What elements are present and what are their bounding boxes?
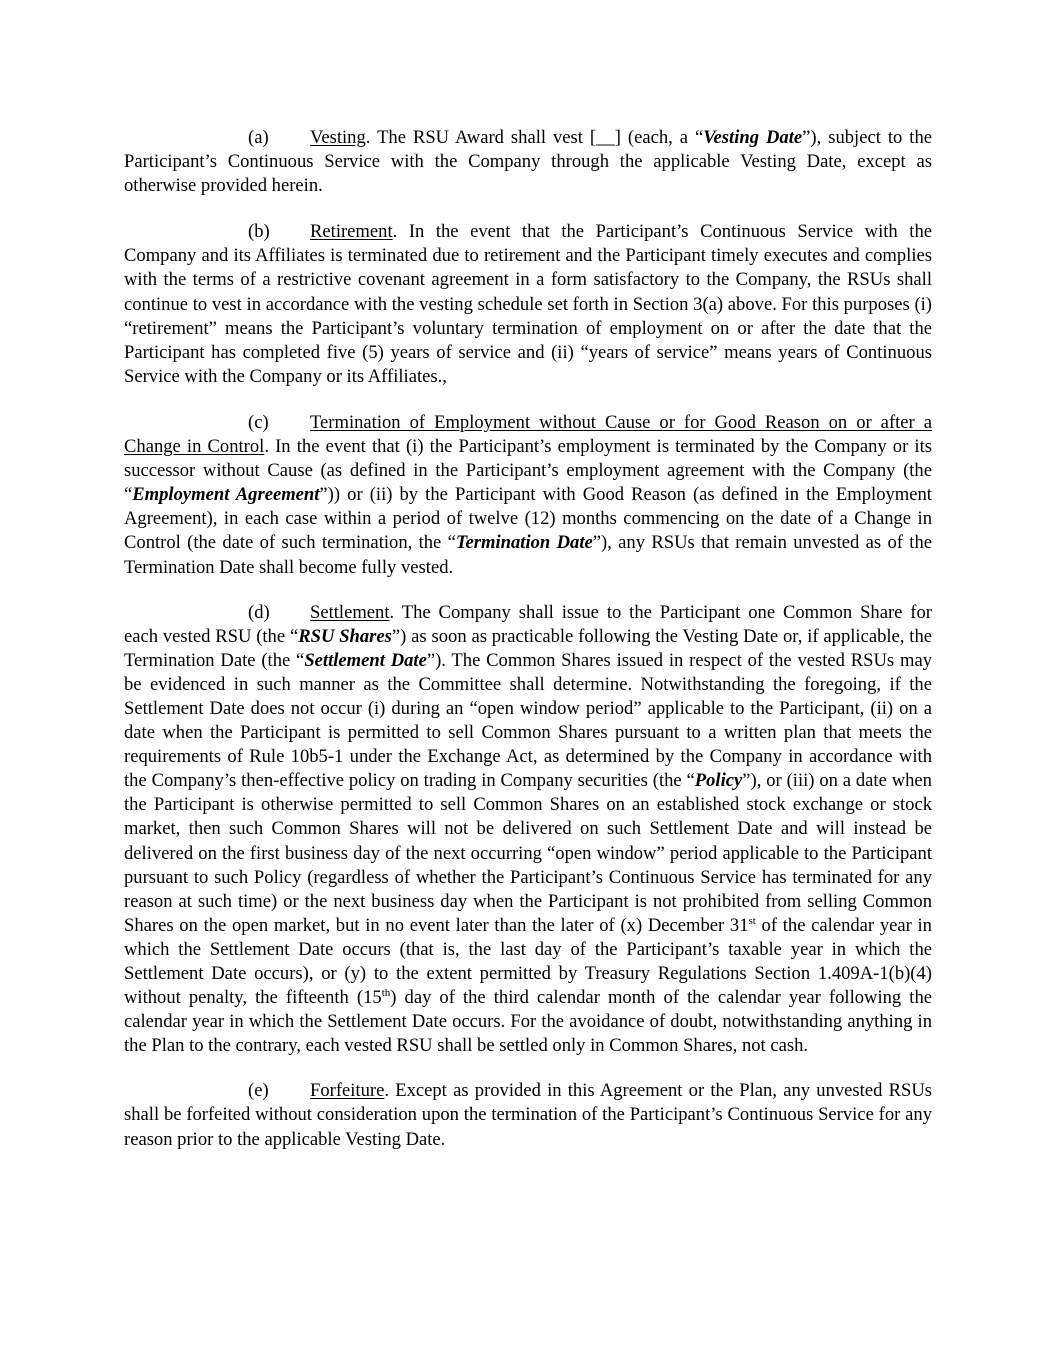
paragraph-vesting (124, 126, 932, 198)
paragraph-text: . The RSU Award shall vest [__] (each, a “ (365, 127, 704, 148)
paragraph-text: of the calendar year in which the Settlement Date occurs (that is, the last day of the Participant’s taxable year in which the Settlement Date occurs), or (y) to the extent permitted by Treasury Regulations Section 1.409A-1(b)(4) without penalty, the fifteenth (15 (124, 914, 932, 1009)
paragraph-retirement (124, 220, 932, 389)
section-heading-termination: Termination of Employment without Cause or for Good Reason on or after a Change in Control (124, 411, 932, 458)
superscript-ordinal: th (381, 987, 391, 1000)
paragraph-text: . Except as provided in this Agreement or the Plan, any unvested RSUs shall be forfeited without consideration upon the termination of the Participant’s Continuous Service for any reason prior to the applicable Vesting Date. (124, 1080, 932, 1150)
paragraph-label: (a) (248, 127, 269, 148)
defined-term-policy: Policy (694, 770, 743, 792)
paragraph-text: ”), subject to the Participant’s Continuous Service with the Company through the applicable Vesting Date, except as otherwise provided herein. (124, 127, 932, 197)
paragraph-forfeiture (124, 1079, 932, 1151)
superscript-ordinal: st (748, 914, 756, 927)
section-heading-settlement: Settlement (310, 601, 390, 623)
paragraph-text: . The Company shall issue to the Participant one Common Share for each vested RSU (the “ (124, 601, 932, 647)
paragraph-text: ”), any RSUs that remain unvested as of the Termination Date shall become fully vested. (124, 532, 933, 578)
document-page (124, 126, 932, 1173)
section-heading-vesting: Vesting (310, 127, 366, 148)
paragraph-text: ”). The Common Shares issued in respect of the vested RSUs may be evidenced in such manner as the Committee shall determine. Notwithstanding the foregoing, if the Settlement Date does not occur (i) during an “open window period” applicable to the Participant, (ii) on a date when the Participant is permitted to sell Common Shares pursuant to a written plan that meets the requirements of Rule 10b5-1 under the Exchange Act, as determined by the Company in accordance with the Company’s then-effective policy on trading in Company securities (the “ (124, 649, 933, 792)
paragraph-text: ”) as soon as practicable following the Vesting Date or, if applicable, the Termination Date (the “ (124, 625, 932, 671)
paragraph-label: (c) (248, 411, 269, 433)
paragraph-text: . In the event that (i) the Participant’s employment is terminated by the Company or its successor without Cause (as defined in the Participant’s employment agreement with the Company (the “ (124, 436, 932, 506)
paragraph-termination (124, 411, 932, 580)
paragraph-settlement (124, 601, 932, 1059)
defined-term-settlement-date: Settlement Date (304, 649, 427, 671)
defined-term-termination-date: Termination Date (455, 532, 593, 554)
paragraph-text: ) day of the third calendar month of the calendar year following the calendar year in which the Settlement Date occurs. For the avoidance of doubt, notwithstanding anything in the Plan to the contrary, each vested RSU shall be settled only in Common Shares, not cash. (124, 987, 932, 1057)
section-heading-retirement: Retirement (310, 221, 393, 243)
defined-term-employment-agreement: Employment Agreement (132, 484, 320, 506)
defined-term-vesting-date: Vesting Date (703, 127, 803, 148)
paragraph-text: . In the event that the Participant’s Continuous Service with the Company and its Affiliates is terminated due to retirement and the Participant timely executes and complies with the terms of a restrictive covenant agreement in a form satisfactory to the Company, the RSUs shall continue to vest in accordance with the vesting schedule set forth in Section 3(a) above. For this purposes (i) “retirement” means the Participant’s voluntary termination of employment on or after the date that the Participant has completed five (5) years of service and (ii) “years of service” means years of Continuous Service with the Company or its Affiliates., (124, 221, 932, 387)
paragraph-label: (b) (248, 221, 270, 243)
paragraph-label: (d) (248, 601, 270, 623)
defined-term-rsu-shares: RSU Shares (298, 625, 392, 647)
section-heading-forfeiture: Forfeiture (310, 1080, 385, 1102)
paragraph-label: (e) (248, 1080, 269, 1102)
paragraph-text: ”)) or (ii) by the Participant with Good Reason (as defined in the Employment Agreement), in each case within a period of twelve (12) months commencing on the date of a Change in Control (the date of such termination, the “ (124, 484, 932, 554)
paragraph-text: ”), or (iii) on a date when the Participant is otherwise permitted to sell Common Shares on an established stock exchange or stock market, then such Common Shares will not be delivered on such Settlement Date and will instead be delivered on the first business day of the next occurring “open window” period applicable to the Participant pursuant to such Policy (regardless of whether the Participant’s Continuous Service has terminated for any reason at such time) or the next business day when the Participant is not prohibited from selling Common Shares on the open market, but in no event later than the later of (x) December 31 (124, 770, 932, 936)
